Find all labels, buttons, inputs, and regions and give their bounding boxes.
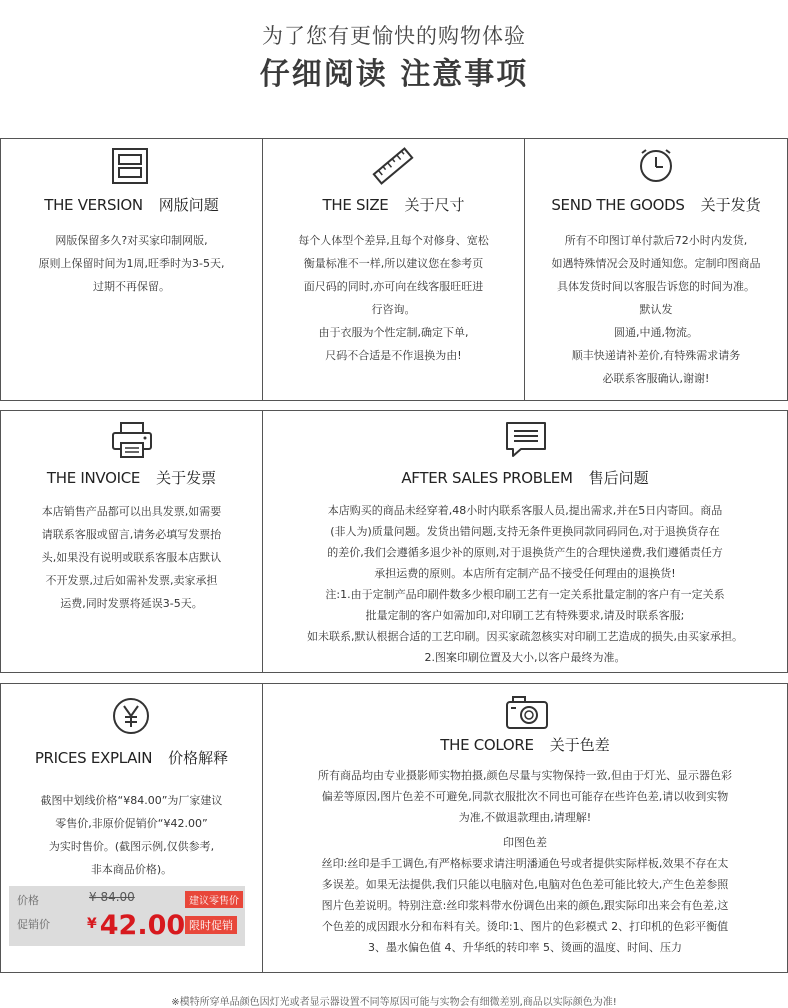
camera-icon (505, 694, 549, 730)
text-line: 行咨询。 (371, 303, 416, 316)
text-line: 请联系客服或留言,请务必填写发票抬 (41, 528, 222, 541)
text-line: 所有商品均由专业摄影师实物拍摄,颜色尽量与实物保持一致,但由于灯光、显示器色彩 (318, 769, 732, 782)
text-line: 注:1.由于定制产品印刷件数多少根印刷工艺有一定关系批量定制的客户有一定关系 (325, 588, 725, 601)
text-line: 图片色差说明。特别注意:丝印浆料带水份调色出来的颜色,跟实际印出来会有色差,这 (321, 899, 729, 912)
text-line: 尺码不合适是不作退换为由! (325, 349, 462, 362)
text-line: 零售价,非原价促销价“¥42.00” (55, 817, 208, 830)
color-title-zh: 关于色差 (549, 736, 610, 754)
text-line: 偏差等原因,图片色差不可避免,同款衣服批次不同也可能存在些许色差,请以收到实物 (321, 790, 729, 803)
text-line: 运费,同时发票将延误3-5天。 (60, 597, 203, 610)
text-line: 如遇特殊情况会及时通知您。定制印图商品 (551, 257, 761, 270)
yen-icon (111, 696, 151, 736)
text-line: 3、墨水偏色值 4、升华纸的转印率 5、烫画的温度、时间、压力 (368, 941, 682, 954)
version-text (5, 229, 258, 298)
version-title-zh: 网版问题 (158, 196, 219, 214)
color-title-en: THE COLORE (440, 736, 534, 754)
size-title-zh: 关于尺寸 (404, 196, 465, 214)
prices-title (1, 747, 262, 768)
promo-label: 促销价 (17, 918, 50, 931)
text-line: 批量定制的客户如需加印,对印刷工艺有特殊要求,请及时联系客服; (365, 609, 685, 622)
frame-icon (111, 147, 151, 185)
new-price (87, 910, 185, 941)
price-example-panel (9, 886, 245, 946)
color-subheading: 印图色差 (503, 836, 547, 849)
version-title (1, 194, 262, 215)
invoice-title-zh: 关于发票 (156, 469, 217, 487)
text-line: 由于衣服为个性定制,确定下单, (318, 326, 469, 339)
text-line: 默认发 (639, 303, 673, 316)
invoice-title (1, 467, 262, 488)
text-line: 非本商品价格)。 (90, 863, 173, 876)
suggest-price-tag: 建议零售价 (185, 891, 243, 908)
send-title (525, 194, 787, 215)
after-sales-title-en: AFTER SALES PROBLEM (401, 469, 573, 487)
text-line: 每个人体型个差异,且每个对修身、宽松 (298, 234, 489, 247)
text-line: 必联系客服确认,谢谢! (602, 372, 710, 385)
text-line: 承担运费的原则。本店所有定制产品不接受任何理由的退换货! (374, 567, 676, 580)
text-line: 个色差的成因跟水分和布料有关。烫印:1、图片的色彩模式 2、打印机的色彩平衡值 (321, 920, 729, 933)
text-line: 本店销售产品都可以出具发票,如需要 (41, 505, 222, 518)
message-icon (505, 421, 549, 459)
text-line: 不开发票,过后如需补发票,卖家承担 (45, 574, 218, 587)
send-title-en: SEND THE GOODS (551, 196, 685, 214)
prices-title-zh: 价格解释 (168, 749, 229, 767)
text-line: 2.图案印刷位置及大小,以客户最终为准。 (424, 651, 626, 664)
color-box (262, 683, 788, 973)
after-sales-box (262, 410, 788, 673)
invoice-box (0, 410, 263, 673)
text-line: 的差价,我们会遵循多退少补的原则,对于退换货产生的合理快递费,我们遵循责任方 (327, 546, 723, 559)
after-sales-text (267, 500, 783, 668)
prices-text (5, 789, 258, 881)
invoice-text (5, 500, 258, 615)
yen-symbol: ¥ (87, 916, 97, 932)
version-box (0, 138, 263, 401)
version-title-en: THE VERSION (44, 196, 143, 214)
text-line: 丝印:丝印是手工调色,有严格标要求请注明潘通色号或者提供实际样板,效果不存在太 (321, 857, 729, 870)
invoice-title-en: THE INVOICE (46, 469, 141, 487)
text-line: 衡量标准不一样,所以建议您在参考页 (303, 257, 484, 270)
text-line: 原则上保留时间为1周,旺季时为3-5天, (38, 257, 225, 270)
text-line: 面尺码的同时,亦可向在线客服旺旺进 (303, 280, 484, 293)
color-title (263, 734, 787, 755)
ruler-icon (371, 145, 415, 187)
text-line: 如未联系,默认根据合适的工艺印刷。因买家疏忽核实对印刷工艺造成的损失,由买家承担。 (307, 630, 743, 643)
page-header (0, 22, 788, 94)
text-line: 圆通,中通,物流。 (614, 326, 698, 339)
text-line: 多误差。如果无法提供,我们只能以电脑对色,电脑对色色差可能比较大,产生色差参照 (321, 878, 729, 891)
printer-icon (111, 421, 153, 461)
page-title: 仔细阅读 注意事项 (259, 57, 529, 92)
after-sales-title (263, 467, 787, 488)
text-line: (非人为)质量问题。发货出错问题,支持无条件更换同款同码同色,对于退换货存在 (330, 525, 720, 538)
text-line: 为实时售价。(截图示例,仅供参考, (48, 840, 215, 853)
price-label: 价格 (17, 894, 39, 907)
size-text (267, 229, 520, 367)
text-line: 顺丰快递请补差价,有特殊需求请务 (571, 349, 741, 362)
text-line: 网版保留多久?对买家印制网版, (55, 234, 208, 247)
prices-box (0, 683, 263, 973)
text-line: 为准,不做退款理由,请理解! (458, 811, 592, 824)
new-price-value: 42.00 (99, 910, 186, 941)
text-line: 具体发货时间以客服告诉您的时间为准。 (557, 280, 755, 293)
page-subtitle: 为了您有更愉快的购物体验 (262, 24, 526, 48)
size-title (263, 194, 524, 215)
after-sales-title-zh: 售后问题 (588, 469, 649, 487)
send-goods-box (524, 138, 788, 401)
text-line: 截图中划线价格“¥84.00”为厂家建议 (40, 794, 223, 807)
text-line: 所有不印图订单付款后72小时内发货, (564, 234, 748, 247)
size-title-en: THE SIZE (322, 196, 389, 214)
footer-note: ※模特所穿单品颜色因灯光或者显示器设置不同等原因可能与实物会有细微差别,商品以实际颜色为准! (171, 997, 617, 1008)
size-box (262, 138, 525, 401)
text-line: 本店购买的商品未经穿着,48小时内联系客服人员,提出需求,并在5日内寄回。商品 (327, 504, 723, 517)
limited-promo-tag: 限时促销 (185, 916, 237, 934)
text-line: 过期不再保留。 (93, 280, 170, 293)
text-line: 头,如果没有说明或联系客服本店默认 (41, 551, 222, 564)
old-price: ¥ 84.00 (89, 890, 135, 904)
clock-icon (637, 147, 675, 185)
color-text (267, 765, 783, 958)
prices-title-en: PRICES EXPLAIN (34, 749, 153, 767)
send-text (529, 229, 783, 390)
send-title-zh: 关于发货 (700, 196, 761, 214)
